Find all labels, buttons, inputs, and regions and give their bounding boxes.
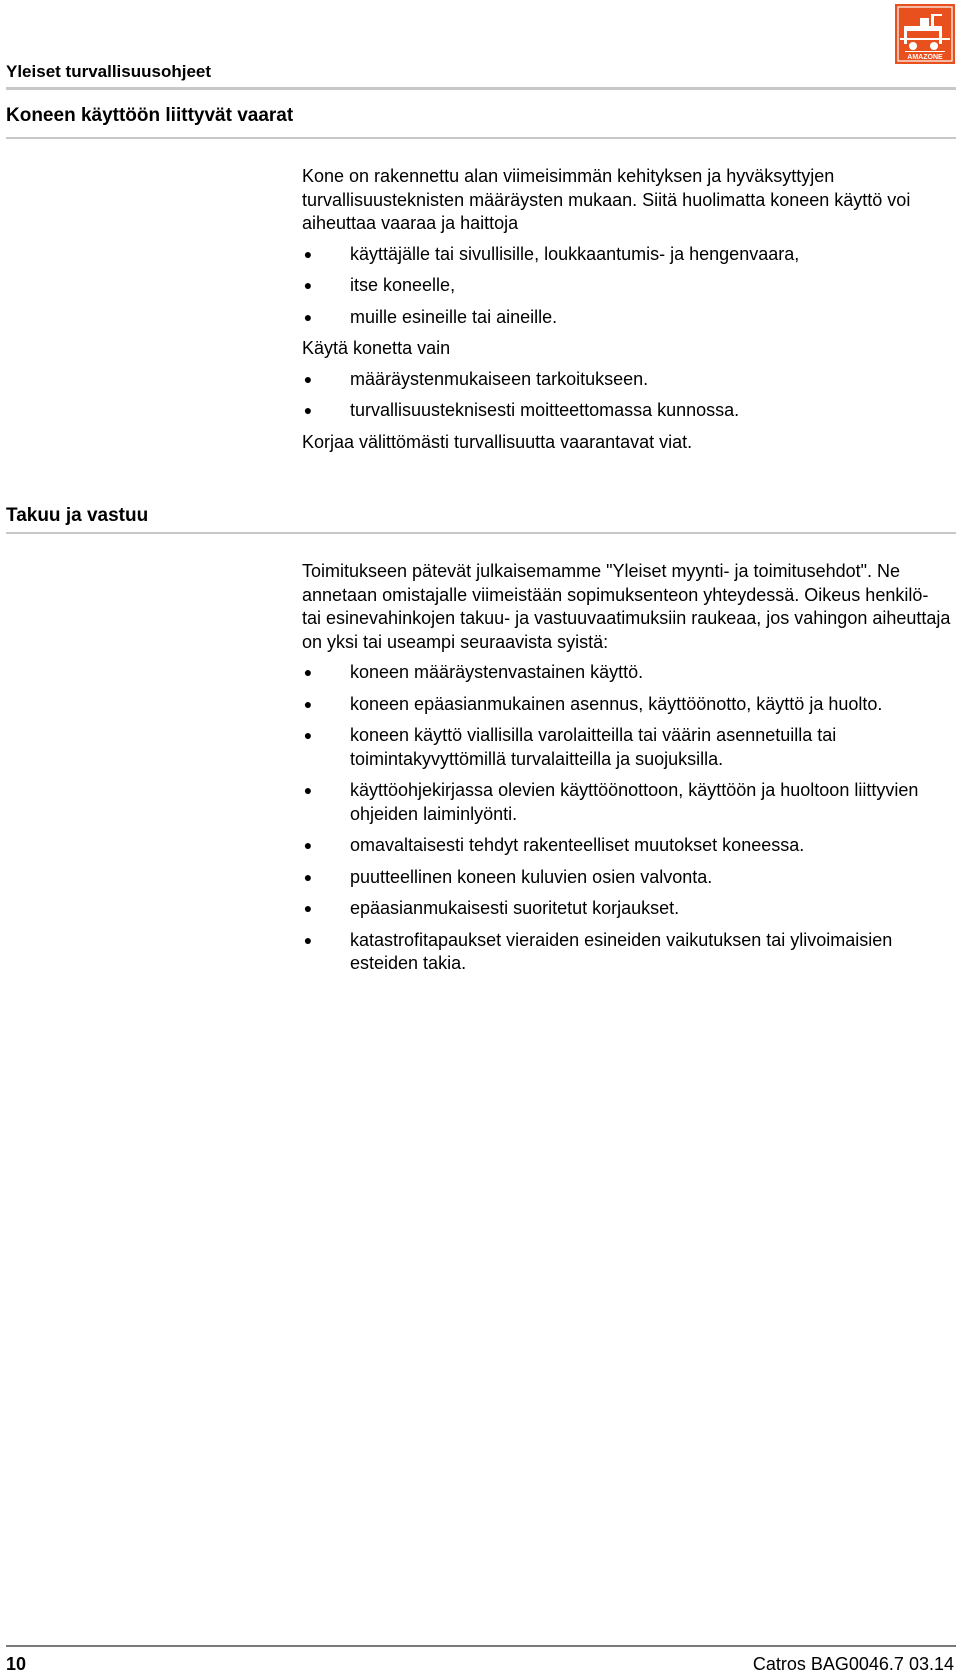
bullet-icon: ● (303, 695, 313, 712)
bullet-icon: ● (303, 782, 313, 798)
bullet-icon: ● (303, 931, 313, 948)
section-warranty-content (302, 560, 952, 984)
list-item: ● koneen määräystenvastainen käyttö. (302, 661, 952, 685)
section-rule-hazards (6, 137, 956, 139)
bullet-icon: ● (303, 277, 313, 293)
list-item: ● turvallisuusteknisesti moitteettomassa kunnossa. (302, 399, 952, 423)
list-item: ● epäasianmukaisesti suoritetut korjaukset. (302, 897, 952, 921)
warranty-intro: Toimitukseen pätevät julkaisemamme "Yleiset myynti- ja toimitusehdot". Ne annetaan omistajalle viimeistään sopimuksenteon yhteydessä. Oikeus henkilö- tai esinevahinkojen takuu- ja vastuuvaatimuksiin raukeaa, jos vahingon aiheuttaja on yksi tai useampi seuraavista syistä: (302, 561, 951, 652)
bullet-icon: ● (303, 664, 313, 680)
chapter-title: Yleiset turvallisuusohjeet (6, 62, 212, 81)
use-list (302, 368, 952, 423)
list-item: ● itse koneelle, (302, 274, 952, 298)
list-item: ● muille esineille tai aineille. (302, 306, 952, 330)
logo-text: AMAZONE (907, 54, 943, 61)
bullet-icon: ● (303, 245, 313, 262)
bullet-icon: ● (303, 727, 313, 743)
list-item: ● koneen käyttö viallisilla varolaitteilla tai väärin asennetuilla tai toimintakyvyttömillä turvalaitteilla ja suojuksilla. (303, 725, 837, 769)
bullet-icon: ● (303, 900, 313, 916)
list-item: ● koneen epäasianmukainen asennus, käyttöönotto, käyttö ja huolto. (302, 693, 952, 717)
bullet-icon: ● (303, 308, 313, 325)
bullet-icon: ● (303, 868, 313, 885)
section-hazards-content (302, 165, 952, 454)
list-item: ● käyttäjälle tai sivullisille, loukkaantumis- ja hengenvaara, (302, 243, 952, 267)
header-rule (6, 87, 956, 90)
list-item: ● katastrofitapaukset vieraiden esineiden vaikutuksen tai ylivoimaisien esteiden takia. (303, 929, 893, 973)
list-item: ● käyttöohjekirjassa olevien käyttöönottoon, käyttöön ja huoltoon liittyvien ohjeiden laiminlyönti. (303, 780, 919, 824)
footer-rule (6, 1645, 956, 1647)
hazards-list (302, 243, 952, 330)
hazards-intro: Kone on rakennettu alan viimeisimmän kehityksen ja hyväksyttyjen turvallisuusteknisten määräysten mukaan. Siitä huolimatta koneen käyttö voi aiheuttaa vaaraa ja haittoja (302, 166, 911, 233)
list-item: ● määräystenmukaiseen tarkoitukseen. (302, 368, 952, 392)
bullet-icon: ● (303, 837, 313, 853)
list-item: ● omavaltaisesti tehdyt rakenteelliset muutokset koneessa. (302, 834, 952, 858)
section-heading-hazards: Koneen käyttöön liittyvät vaarat (6, 105, 294, 126)
section-heading-warranty: Takuu ja vastuu (6, 505, 149, 526)
amazone-logo (895, 4, 955, 64)
hazards-closing: Korjaa välittömästi turvallisuutta vaarantavat viat. (302, 431, 693, 452)
document-id: Catros BAG0046.7 03.14 (752, 1654, 954, 1674)
warranty-list (302, 661, 952, 976)
section-rule-warranty (6, 532, 956, 534)
bullet-icon: ● (303, 402, 313, 418)
use-intro: Käytä konetta vain (302, 338, 451, 358)
list-item: ● puutteellinen koneen kuluvien osien valvonta. (302, 866, 952, 890)
page-number: 10 (6, 1654, 27, 1674)
bullet-icon: ● (303, 370, 313, 387)
